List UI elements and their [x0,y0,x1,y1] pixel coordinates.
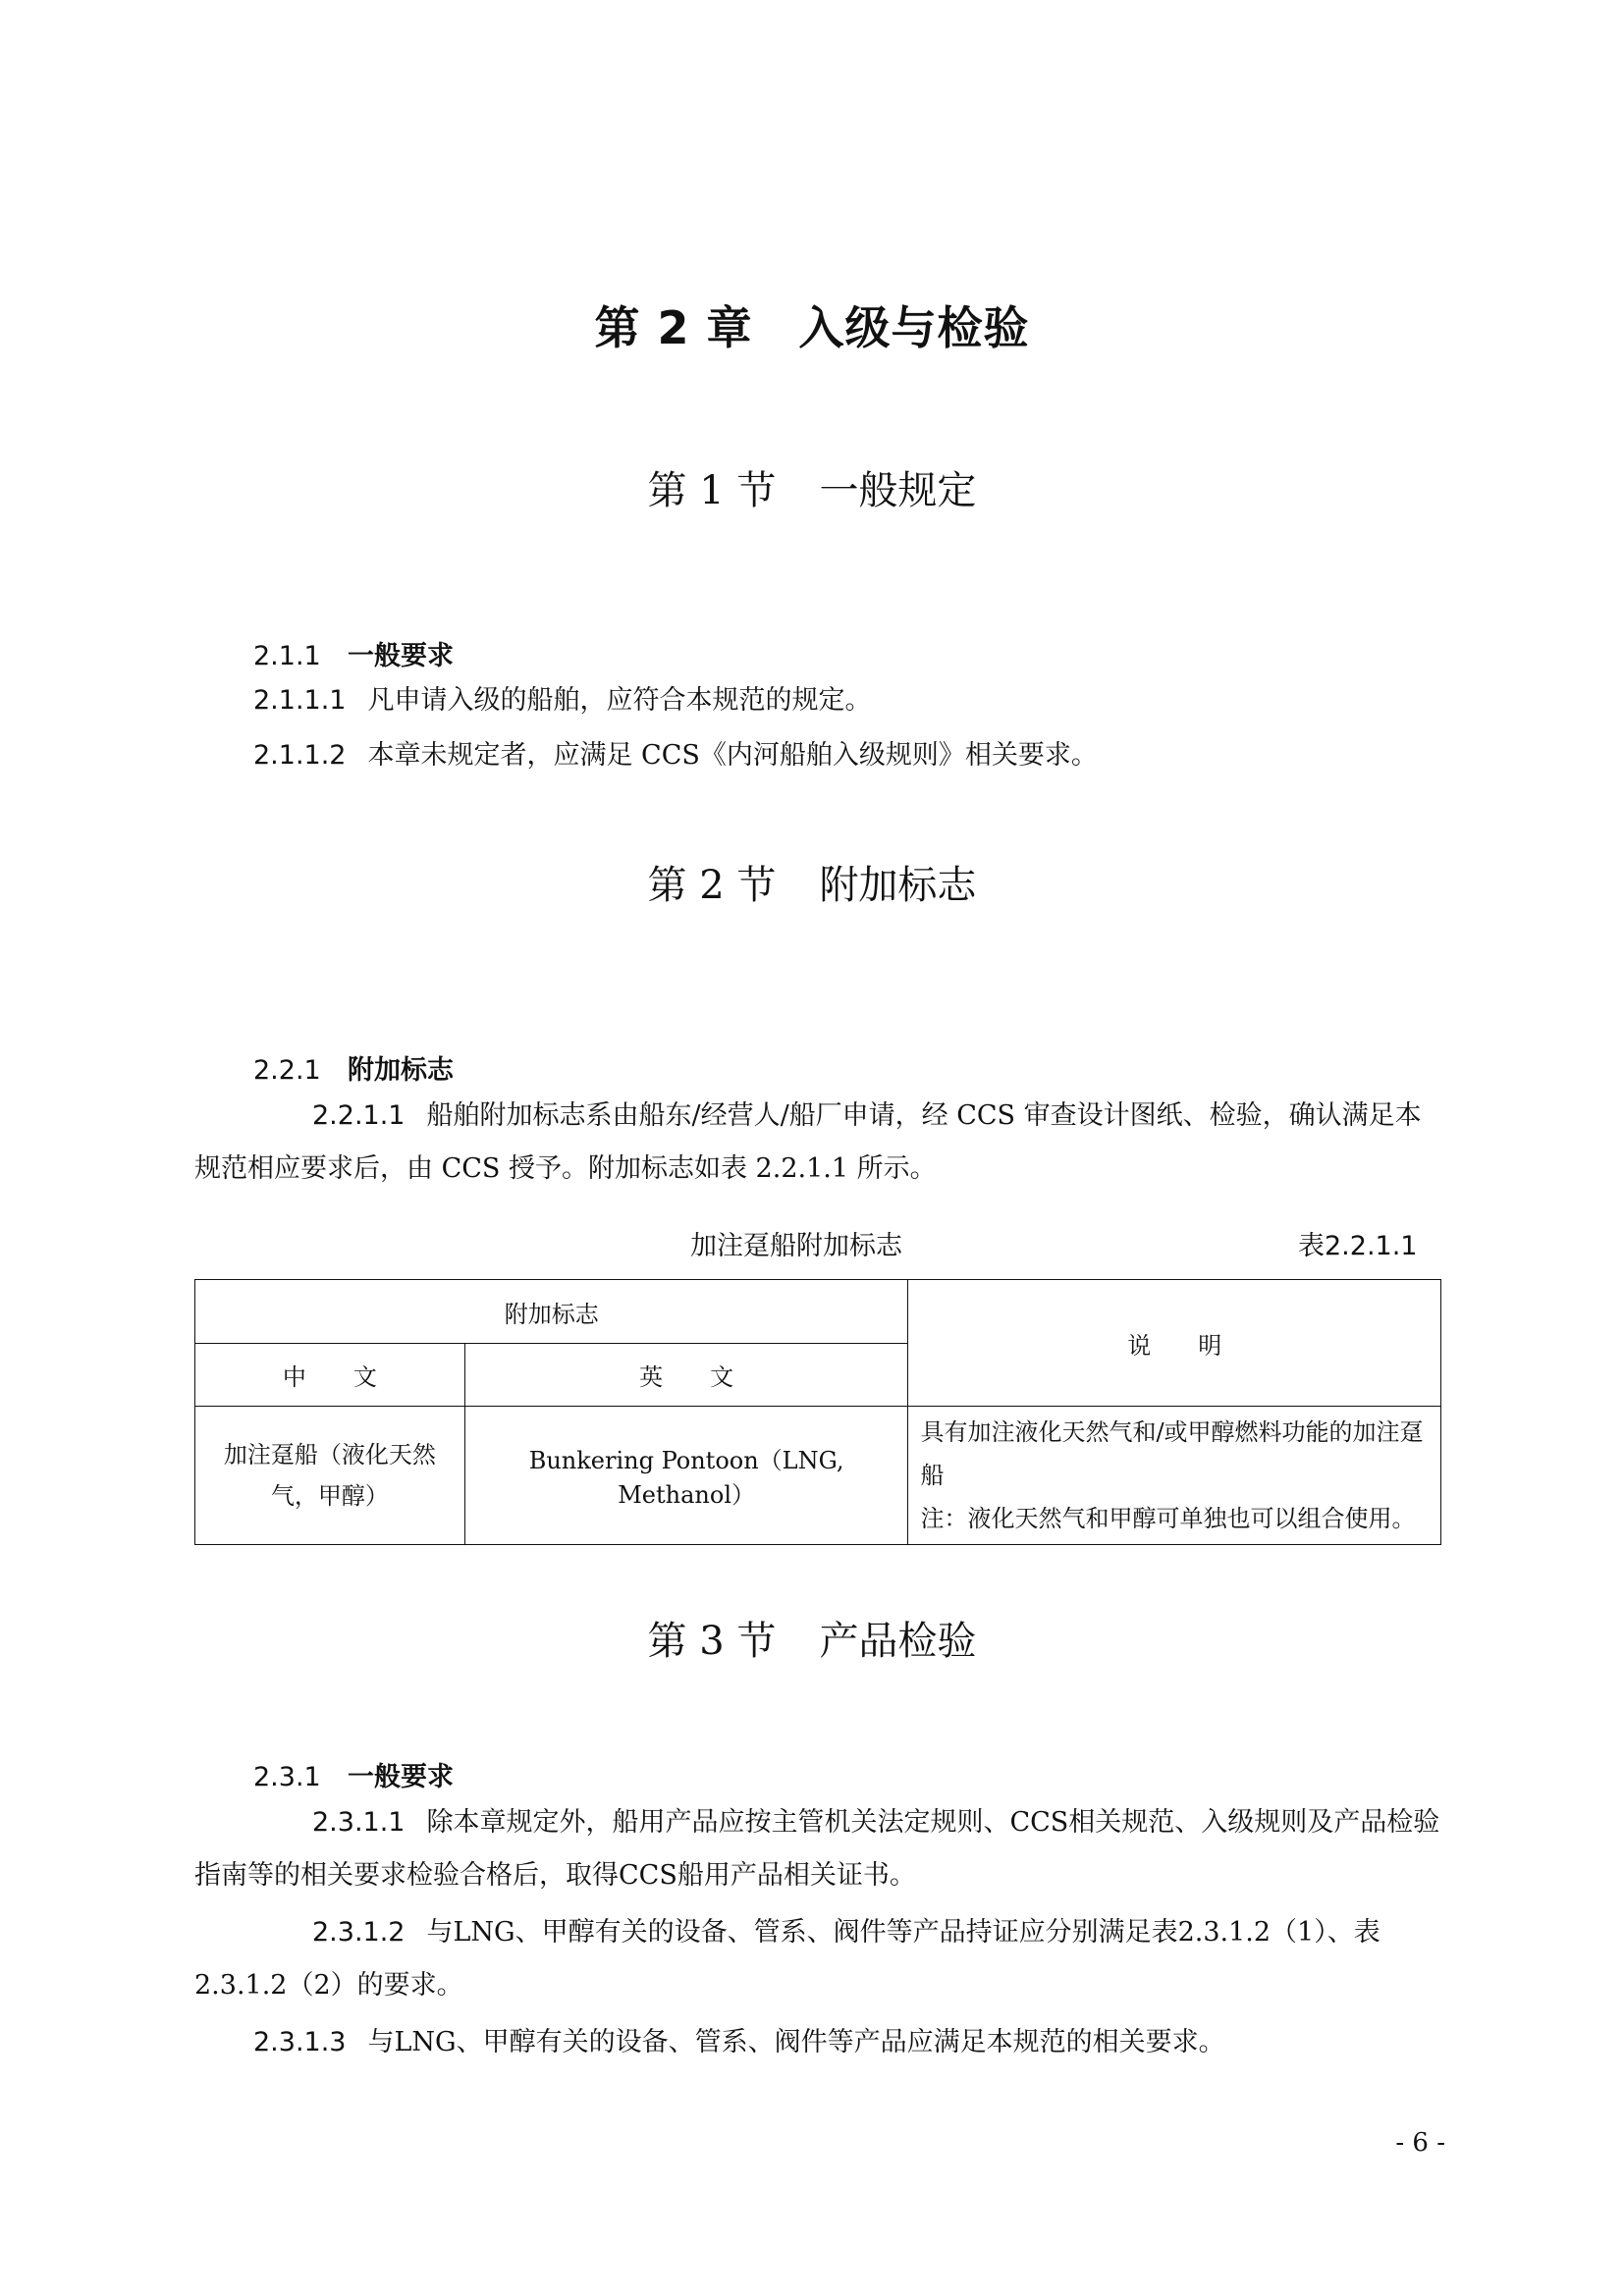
para-number: 2.3.1.2 [312,1917,406,1948]
heading-number: 2.3.1 [253,1762,321,1792]
table-number: 表2.2.1.1 [1298,1231,1418,1261]
para-text: 船舶附加标志系由船东/经营人/船厂申请，经 CCS 审查设计图纸、检验，确认满足本规范相应要求后，由 CCS 授予。附加标志如表 2.2.1.1 所示。 [194,1100,1422,1184]
para-number: 2.3.1.1 [312,1807,406,1838]
heading-2-3-1 [253,1755,454,1793]
para-2-3-1-3 [253,2016,1441,2069]
marks-table [194,1279,1441,1545]
para-text: 与LNG、甲醇有关的设备、管系、阀件等产品应满足本规范的相关要求。 [367,2027,1225,2057]
section-2-heading [0,854,1624,910]
row-en-cell [464,1407,908,1545]
header-cn-cell [195,1344,465,1407]
para-number: 2.2.1.1 [312,1100,406,1131]
header-cn-label: 中 文 [282,1363,377,1391]
header-group-label: 附加标志 [504,1300,599,1328]
section-number: 第 2 节 [647,863,777,908]
heading-2-1-1 [253,634,454,672]
section-title: 附加标志 [819,863,977,908]
heading-title: 一般要求 [348,1762,454,1792]
row-desc-text: 具有加注液化天然气和/或甲醇燃料功能的加注趸船 [920,1418,1424,1489]
header-en-cell [464,1344,908,1407]
para-2-1-1-2 [253,729,1441,782]
para-2-1-1-1 [253,674,1441,727]
header-group-cell [195,1280,908,1344]
heading-number: 2.1.1 [253,641,321,671]
chapter-title: 第 2 章 入级与检验 [594,301,1030,354]
para-text: 凡申请入级的船舶，应符合本规范的规定。 [367,685,872,716]
section-1-heading [0,459,1624,515]
para-2-3-1-2 [194,1906,1441,2012]
row-cn-cell [195,1407,465,1545]
heading-2-2-1 [253,1048,454,1087]
section-3-heading [0,1610,1624,1666]
para-number: 2.1.1.1 [253,685,347,716]
row-desc-note: 注：液化天然气和甲醇可单独也可以组合使用。 [920,1505,1416,1532]
section-title: 一般规定 [819,468,977,513]
table-caption: 加注趸船附加标志 [690,1231,902,1261]
para-text: 除本章规定外，船用产品应按主管机关法定规则、CCS相关规范、入级规则及产品检验指南等的相关要求检验合格后，取得CCS船用产品相关证书。 [194,1807,1440,1891]
header-desc-label: 说 明 [1127,1331,1222,1360]
heading-title: 一般要求 [348,641,454,671]
para-2-3-1-1 [194,1796,1441,1902]
section-number: 第 3 节 [647,1619,777,1664]
header-en-label: 英 文 [639,1363,734,1391]
header-desc-cell [908,1280,1441,1407]
heading-title: 附加标志 [348,1055,454,1086]
page-number: - 6 - [1395,2128,1445,2158]
section-number: 第 1 节 [647,468,777,513]
para-number: 2.3.1.3 [253,2027,347,2057]
para-text: 与LNG、甲醇有关的设备、管系、阀件等产品持证应分别满足表2.3.1.2（1）、表2.3.1.2（2）的要求。 [194,1917,1380,2001]
row-desc-cell [908,1407,1441,1545]
section-title: 产品检验 [819,1619,977,1664]
para-number: 2.1.1.2 [253,740,347,771]
para-2-2-1-1 [194,1090,1441,1196]
row-cn-text: 加注趸船（液化天然气，甲醇） [223,1441,436,1510]
heading-number: 2.2.1 [253,1055,321,1086]
para-text: 本章未规定者，应满足 CCS《内河船舶入级规则》相关要求。 [367,740,1098,771]
row-en-text: Bunkering Pontoon（LNG, Methanol） [528,1447,844,1509]
